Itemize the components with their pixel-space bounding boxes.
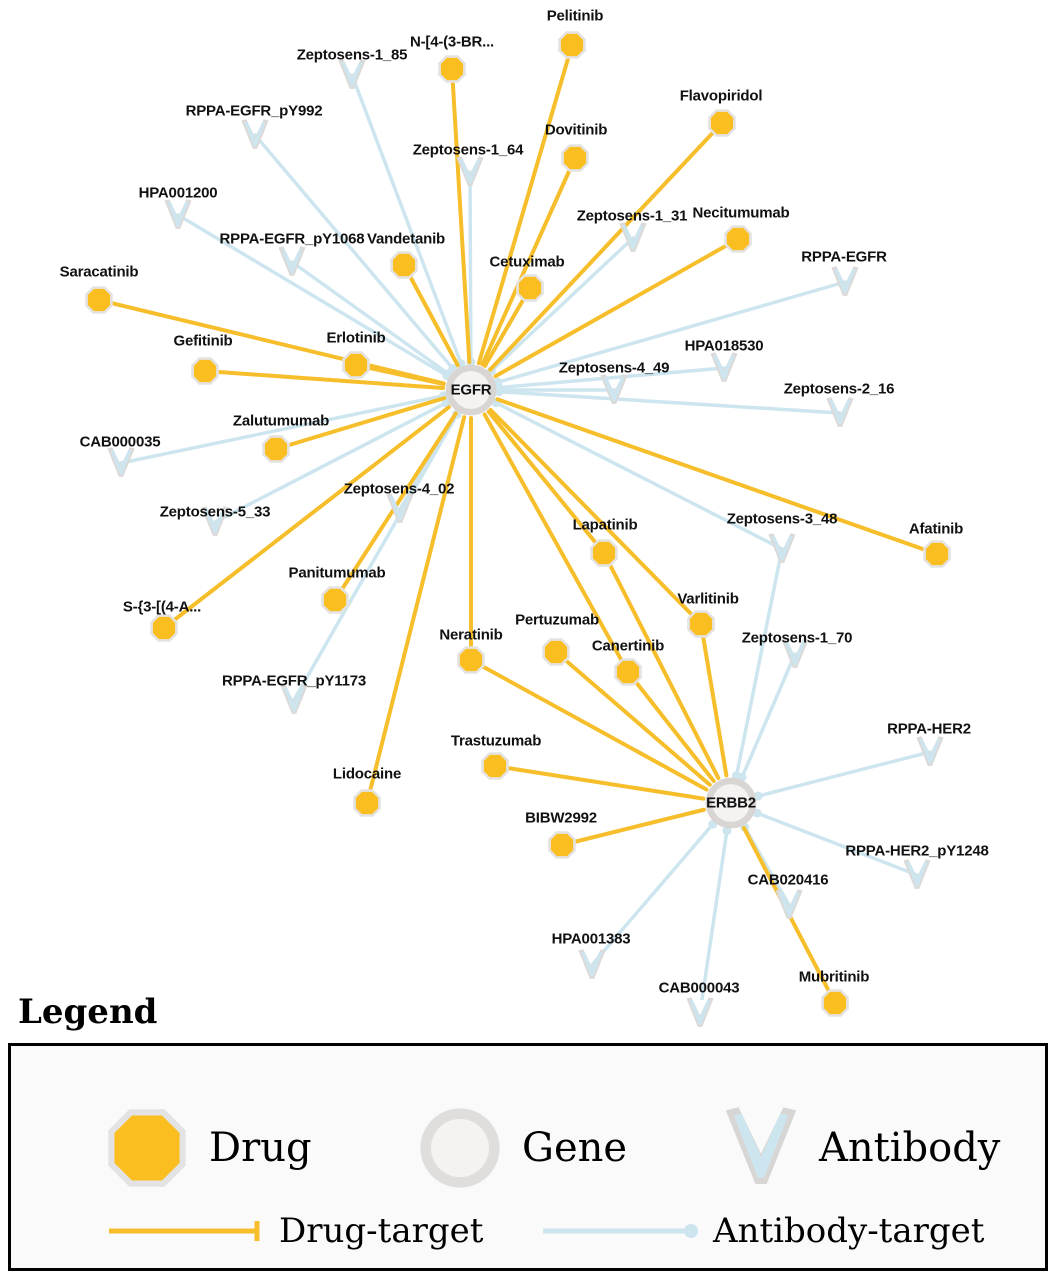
edge [352, 75, 461, 364]
drug-label: Necitumumab [692, 204, 790, 222]
antibody-node[interactable] [823, 396, 857, 430]
drug-label: Pertuzumab [515, 611, 599, 629]
antibody-icon [828, 265, 862, 299]
antibody-icon [104, 446, 138, 480]
antibody-target-edge-icon [541, 1219, 701, 1243]
antibody-label: Zeptosens-1_70 [741, 629, 853, 647]
drug-icon [515, 273, 545, 303]
gene-label: EGFR [450, 381, 492, 399]
drug-icon [389, 250, 419, 280]
antibody-icon [575, 948, 609, 982]
antibody-label: Zeptosens-1_31 [576, 207, 688, 225]
antibody-node[interactable] [161, 198, 195, 232]
antibody-label: Zeptosens-4_02 [343, 480, 455, 498]
legend-gene-label: Gene [522, 1125, 628, 1171]
drug-icon [613, 657, 643, 687]
drug-node[interactable] [541, 637, 571, 667]
antibody-icon [913, 735, 947, 769]
drug-icon [320, 585, 350, 615]
antibody-label: Zeptosens-2_16 [783, 380, 895, 398]
drug-node[interactable] [515, 273, 545, 303]
drug-icon [456, 645, 486, 675]
drug-label: Lidocaine [332, 765, 402, 783]
drug-label: Dovitinib [544, 121, 608, 139]
legend-antibody [721, 1104, 1000, 1192]
drug-node[interactable] [190, 356, 220, 386]
drug-label: Erlotinib [326, 329, 386, 347]
antibody-node[interactable] [900, 858, 934, 892]
antibody-node[interactable] [707, 351, 741, 385]
legend-antibody-target-label: Antibody-target [713, 1211, 985, 1251]
drug-label: Trastuzumab [450, 732, 542, 750]
antibody-label: RPPA-EGFR [801, 248, 887, 266]
antibody-node[interactable] [453, 155, 487, 189]
drug-label: Vandetanib [366, 230, 446, 248]
drug-label: Cetuximab [489, 253, 565, 271]
gene-label: ERBB2 [706, 794, 756, 812]
antibody-node[interactable] [828, 265, 862, 299]
edge [490, 123, 722, 370]
drug-icon [190, 356, 220, 386]
drug-node[interactable] [437, 54, 467, 84]
drug-label: Mubritinib [798, 968, 870, 986]
antibody-node[interactable] [104, 446, 138, 480]
drug-label: Canertinib [591, 637, 665, 655]
legend-drug-label: Drug [209, 1125, 312, 1171]
drug-icon [922, 539, 952, 569]
drug-node[interactable] [560, 143, 590, 173]
drug-icon [723, 224, 753, 254]
drug-label: Saracatinib [59, 263, 139, 281]
drug-node[interactable] [922, 539, 952, 569]
drug-node[interactable] [341, 350, 371, 380]
legend-drug-target-label: Drug-target [279, 1211, 484, 1251]
drug-label: BIBW2992 [525, 809, 597, 827]
drug-node[interactable] [149, 613, 179, 643]
drug-target-edge-icon [107, 1219, 267, 1243]
antibody-node[interactable] [913, 735, 947, 769]
drug-icon [547, 830, 577, 860]
antibody-label: Zeptosens-3_48 [726, 510, 838, 528]
antibody-icon [772, 888, 806, 922]
drug-node[interactable] [261, 434, 291, 464]
antibody-label: RPPA-EGFR_pY1173 [221, 672, 367, 690]
drug-label: N-[4-(3-BR... [409, 33, 495, 51]
antibody-icon [275, 245, 309, 279]
legend-gene [416, 1104, 627, 1192]
antibody-node[interactable] [683, 996, 717, 1030]
antibody-icon [900, 858, 934, 892]
drug-icon [820, 988, 850, 1018]
antibody-node[interactable] [275, 245, 309, 279]
drug-label: Afatinib [908, 520, 964, 538]
drug-icon [352, 788, 382, 818]
drug-icon [686, 609, 716, 639]
antibody-label: CAB000035 [79, 433, 161, 451]
antibody-icon [597, 373, 631, 407]
antibody-label: HPA001200 [138, 184, 218, 202]
drug-node[interactable] [480, 751, 510, 781]
antibody-label: RPPA-EGFR_pY1068 [219, 230, 365, 248]
antibody-label: CAB020416 [747, 871, 829, 889]
edge [497, 399, 937, 554]
drug-node[interactable] [707, 108, 737, 138]
legend-antibody-label: Antibody [819, 1125, 1001, 1171]
drug-icon [541, 637, 571, 667]
drug-node[interactable] [723, 224, 753, 254]
antibody-label: Zeptosens-5_33 [159, 503, 271, 521]
drug-node[interactable] [456, 645, 486, 675]
antibody-icon [707, 351, 741, 385]
antibody-node[interactable] [575, 948, 609, 982]
drug-label: Panitumumab [288, 564, 386, 582]
antibody-label: Zeptosens-1_85 [296, 46, 408, 64]
drug-node[interactable] [589, 538, 619, 568]
antibody-label: RPPA-HER2 [887, 720, 971, 738]
legend-drug-target [107, 1211, 483, 1251]
antibody-node[interactable] [238, 118, 272, 152]
antibody-label: RPPA-HER2_pY1248 [845, 842, 989, 860]
antibody-node[interactable] [597, 373, 631, 407]
legend-title: Legend [18, 992, 158, 1032]
antibody-icon [823, 396, 857, 430]
antibody-node[interactable] [772, 888, 806, 922]
edge [470, 172, 471, 362]
drug-label: Zalutumumab [232, 412, 330, 430]
antibody-icon [616, 221, 650, 255]
drug-node[interactable] [320, 585, 350, 615]
drug-icon [557, 30, 587, 60]
drug-node[interactable] [613, 657, 643, 687]
edge [452, 69, 469, 362]
drug-icon [84, 285, 114, 315]
drug-node[interactable] [352, 788, 382, 818]
drug-node[interactable] [557, 30, 587, 60]
drug-label: Flavopiridol [679, 87, 763, 105]
drug-icon [480, 751, 510, 781]
drug-node[interactable] [547, 830, 577, 860]
legend-box [8, 1043, 1048, 1271]
antibody-label: HPA018530 [684, 337, 764, 355]
drug-icon [103, 1104, 191, 1192]
edge [294, 414, 457, 700]
antibody-icon [238, 118, 272, 152]
drug-icon [149, 613, 179, 643]
edge [479, 45, 572, 363]
drug-icon [261, 434, 291, 464]
drug-node[interactable] [84, 285, 114, 315]
antibody-node[interactable] [765, 532, 799, 566]
drug-icon [437, 54, 467, 84]
gene-icon [416, 1104, 504, 1192]
drug-label: S-{3-[(4-A... [122, 598, 202, 616]
legend-antibody-target [541, 1211, 984, 1251]
drug-label: Neratinib [439, 626, 503, 644]
antibody-icon [453, 155, 487, 189]
antibody-label: RPPA-EGFR_pY992 [185, 102, 323, 120]
drug-label: Pelitinib [546, 7, 604, 25]
drug-label: Gefitinib [173, 332, 233, 350]
edge [700, 831, 727, 1000]
drug-node[interactable] [686, 609, 716, 639]
antibody-icon [721, 1104, 801, 1192]
antibody-icon [161, 198, 195, 232]
drug-label: Lapatinib [572, 516, 638, 534]
edge [758, 752, 930, 796]
antibody-label: HPA001383 [551, 930, 631, 948]
edge [498, 282, 845, 382]
drug-icon [341, 350, 371, 380]
legend-drug [103, 1104, 312, 1192]
antibody-label: Zeptosens-1_64 [412, 141, 524, 159]
drug-node[interactable] [389, 250, 419, 280]
antibody-label: Zeptosens-4_49 [558, 359, 670, 377]
drug-icon [560, 143, 590, 173]
antibody-node[interactable] [616, 221, 650, 255]
drug-label: Varlitinib [677, 590, 739, 608]
drug-icon [707, 108, 737, 138]
antibody-icon [683, 996, 717, 1030]
antibody-icon [765, 532, 799, 566]
antibody-label: CAB000043 [658, 979, 740, 997]
drug-node[interactable] [820, 988, 850, 1018]
drug-icon [589, 538, 619, 568]
